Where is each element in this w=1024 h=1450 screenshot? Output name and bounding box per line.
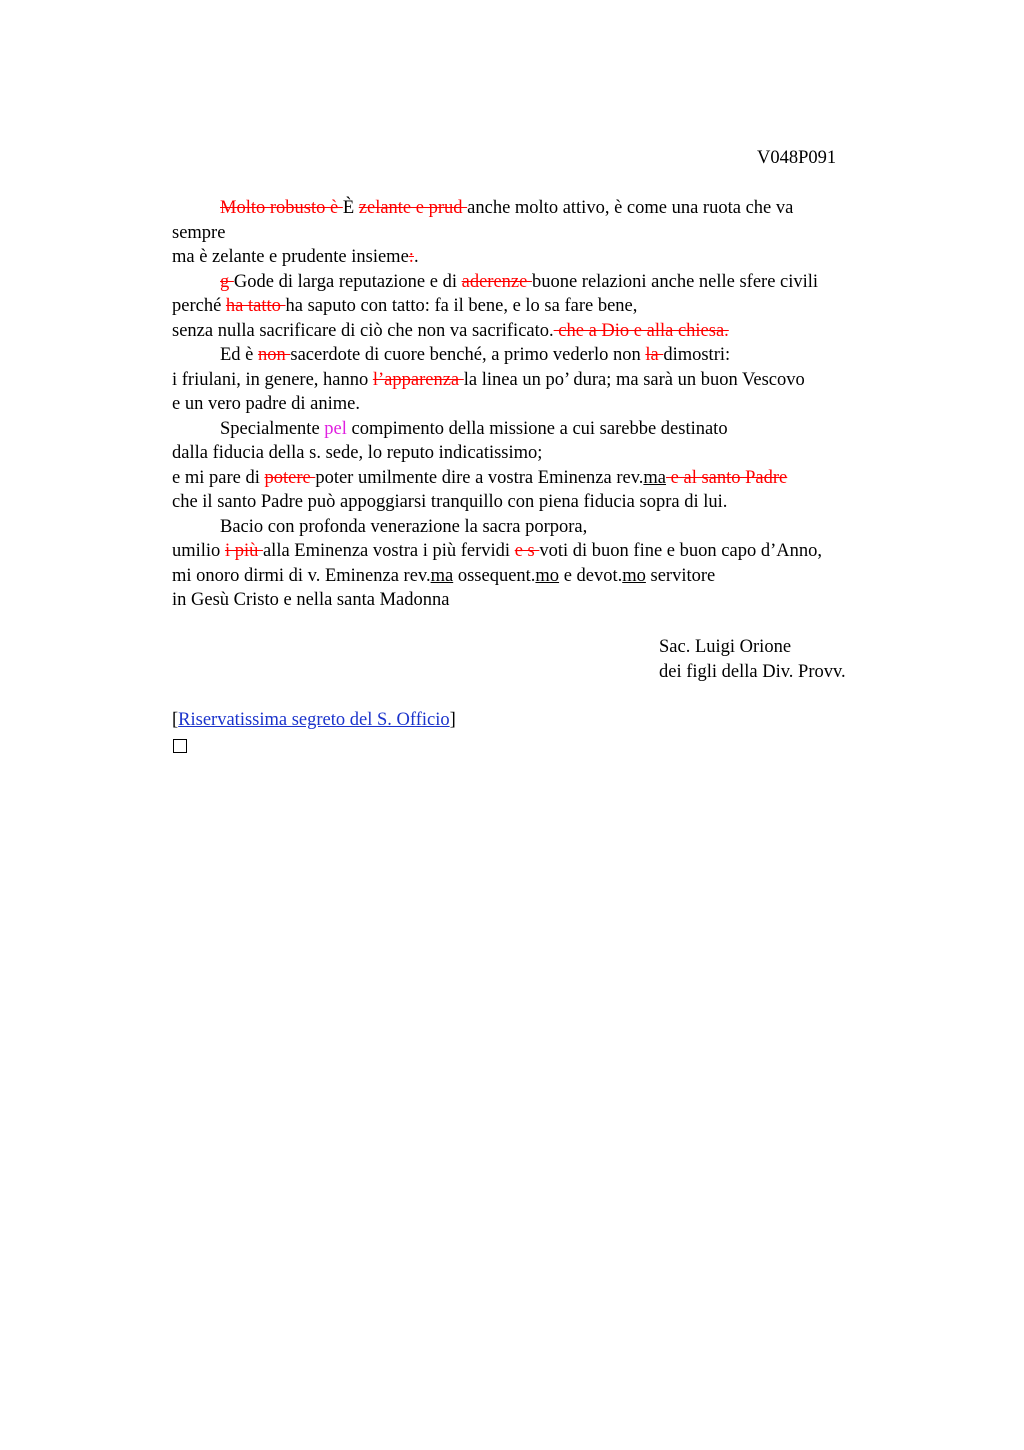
text-segment: perché [172,296,226,316]
superscript-abbrev: ma [643,467,667,488]
superscript-abbrev: mo [622,565,646,586]
deleted-text: e s [514,541,540,561]
text-segment: sacerdote di cuore benché, a primo vederlo non [290,345,646,365]
text-segment: senza nulla sacrificare di ciò che non va sacrificato. [172,320,554,341]
text-line [172,466,912,491]
deleted-text: la [645,345,664,365]
text-segment: anche molto attivo, è come una ruota che va [467,198,794,218]
text-line [172,221,912,246]
reserved-note-link[interactable]: Riservatissima segreto del S. Officio [178,710,450,730]
deleted-text: l’apparenza [372,369,464,390]
text-line [172,270,912,295]
signature-block [659,635,846,684]
text-segment: È [342,198,359,218]
deleted-text: ha tatto [225,296,286,316]
superscript-abbrev: mo [535,565,560,586]
deleted-text: i più [224,541,263,561]
signature-affiliation: dei figli della Div. Provv. [659,661,846,682]
text-segment: . [413,247,419,267]
text-line [172,319,912,344]
text-segment: compimento della missione a cui sarebbe destinato [346,418,728,439]
inserted-text: pel [324,418,347,439]
text-segment: ma è zelante e prudente insieme [172,247,409,267]
text-line [172,564,912,589]
deleted-text: zelante e prud [358,198,468,218]
text-line [172,441,912,466]
text-segment: poter umilmente dire a vostra Eminenza rev. [315,467,644,488]
text-segment: dalla fiducia della s. sede, lo reputo indicatissimo; [172,443,543,463]
text-segment: ha saputo con tatto: fa il bene, e lo sa fare bene, [285,296,638,316]
text-segment: che il santo Padre può appoggiarsi tranquillo con piena fiducia sopra di lui. [172,492,728,512]
deleted-text: Molto robusto è [220,198,343,218]
text-line [172,417,912,442]
letter-body [172,196,912,613]
text-segment: servitore [645,565,716,586]
text-line [172,368,912,393]
deleted-text: potere [264,467,316,488]
text-segment: dimostri: [663,345,731,365]
footer-note [172,708,456,759]
text-segment: mi onoro dirmi di v. Eminenza rev. [172,565,431,586]
bracket-close: ] [449,710,456,730]
page-id: V048P091 [757,148,837,168]
text-line [172,294,912,319]
text-line [172,343,912,368]
text-segment: sempre [172,222,226,243]
text-line [172,196,912,221]
text-line [172,539,912,564]
text-segment: Gode di larga reputazione e di [233,271,462,292]
bracket-open: [ [172,710,179,730]
text-line [172,392,912,417]
text-segment: i friulani, in genere, hanno [172,369,373,390]
text-segment: Ed è [220,345,259,365]
text-segment: la linea un po’ dura; ma sarà un buon Vescovo [463,369,805,390]
text-line [172,490,912,515]
text-segment: voti di buon fine e buon capo d’Anno, [539,541,822,561]
text-segment: ossequent. [453,565,536,586]
text-segment: e un vero padre di anime. [172,394,361,414]
deleted-text: non [258,345,291,365]
text-line [172,515,912,540]
deleted-text: : [408,247,414,267]
text-segment: e devot. [559,565,623,586]
deleted-text: aderenze [461,271,532,292]
deleted-text: che a Dio e alla chiesa. [553,320,729,341]
text-segment: alla Eminenza vostra i più fervidi [262,541,515,561]
text-segment: Bacio con profonda venerazione la sacra porpora, [220,516,588,537]
text-line [172,245,912,270]
text-line [172,588,912,613]
text-segment: umilio [172,541,225,561]
text-segment: Specialmente [220,418,325,439]
text-segment: buone relazioni anche nelle sfere civili [531,271,819,292]
text-segment: e mi pare di [172,467,265,488]
empty-checkbox[interactable] [173,739,187,753]
superscript-abbrev: ma [430,565,454,586]
signature-name: Sac. Luigi Orione [659,637,792,657]
text-segment: in Gesù Cristo e nella santa Madonna [172,590,450,610]
deleted-text: e al santo Padre [666,467,788,488]
deleted-text: g [220,271,234,292]
